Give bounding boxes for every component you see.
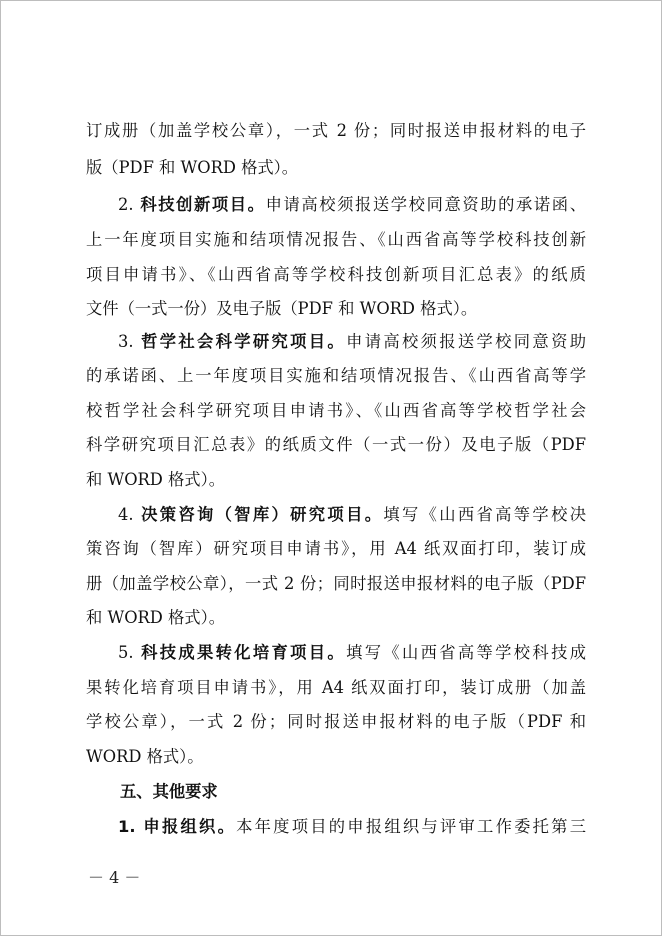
item-2-heading-line <box>86 193 586 217</box>
item-number: 2. <box>118 195 141 214</box>
item-3-heading-line <box>86 330 586 354</box>
item-text: 本年度项目的申报组织与评审工作委托第三 <box>236 817 586 836</box>
paragraph-line: WORD 格式）。 <box>86 747 204 766</box>
subsection-heading-line <box>86 815 586 839</box>
paragraph-line: 校哲学社会科学研究项目申请书》、《山西省高等学校哲学社会 <box>86 401 586 420</box>
paragraph-line: 和 WORD 格式）。 <box>86 608 226 627</box>
item-number: 4. <box>118 505 142 524</box>
paragraph-line: 果转化培育项目申请书》，用 A4 纸双面打印，装订成册（加盖 <box>86 678 586 697</box>
paragraph-line: 学校公章），一式 2 份；同时报送申报材料的电子版（PDF 和 <box>86 712 586 731</box>
section-heading: 五、其他要求 <box>120 782 218 801</box>
paragraph-line: 策咨询（智库）研究项目申请书》，用 A4 纸双面打印，装订成 <box>86 539 586 558</box>
item-title: 科技创新项目。 <box>140 195 266 214</box>
item-text: 填写《山西省高等学校科技成 <box>346 643 586 662</box>
item-4-heading-line <box>86 503 586 527</box>
item-title: 哲学社会科学研究项目。 <box>141 332 347 351</box>
item-title: 1. 申报组织。 <box>118 817 237 836</box>
item-number: 5. <box>118 643 142 662</box>
item-title: 决策咨询（智库）研究项目。 <box>141 505 384 524</box>
item-title: 科技成果转化培育项目。 <box>141 643 347 662</box>
paragraph-line: 订成册（加盖学校公章），一式 2 份；同时报送申报材料的电子 <box>86 121 586 140</box>
paragraph-line: 的承诺函、上一年度项目实施和结项情况报告、《山西省高等学 <box>86 366 586 385</box>
paragraph-line: 上一年度项目实施和结项情况报告、《山西省高等学校科技创新 <box>86 230 586 249</box>
paragraph-line: 册（加盖学校公章），一式 2 份；同时报送申报材料的电子版（PDF <box>86 574 586 593</box>
item-text: 申请高校须报送学校同意资助的承诺函、 <box>265 195 586 214</box>
page-number: － 4 － <box>88 868 141 887</box>
item-5-heading-line <box>86 641 586 665</box>
item-text: 填写《山西省高等学校决 <box>383 505 586 524</box>
paragraph-line: 项目申请书》、《山西省高等学校科技创新项目汇总表》的纸质 <box>86 265 586 284</box>
paragraph-line: 版（PDF 和 WORD 格式）。 <box>86 158 299 177</box>
paragraph-line: 科学研究项目汇总表》的纸质文件（一式一份）及电子版（PDF <box>86 435 586 454</box>
item-text: 申请高校须报送学校同意资助 <box>346 332 586 351</box>
paragraph-line: 和 WORD 格式）。 <box>86 470 226 489</box>
paragraph-line: 文件（一式一份）及电子版（PDF 和 WORD 格式）。 <box>86 299 478 318</box>
item-number: 3. <box>118 332 142 351</box>
